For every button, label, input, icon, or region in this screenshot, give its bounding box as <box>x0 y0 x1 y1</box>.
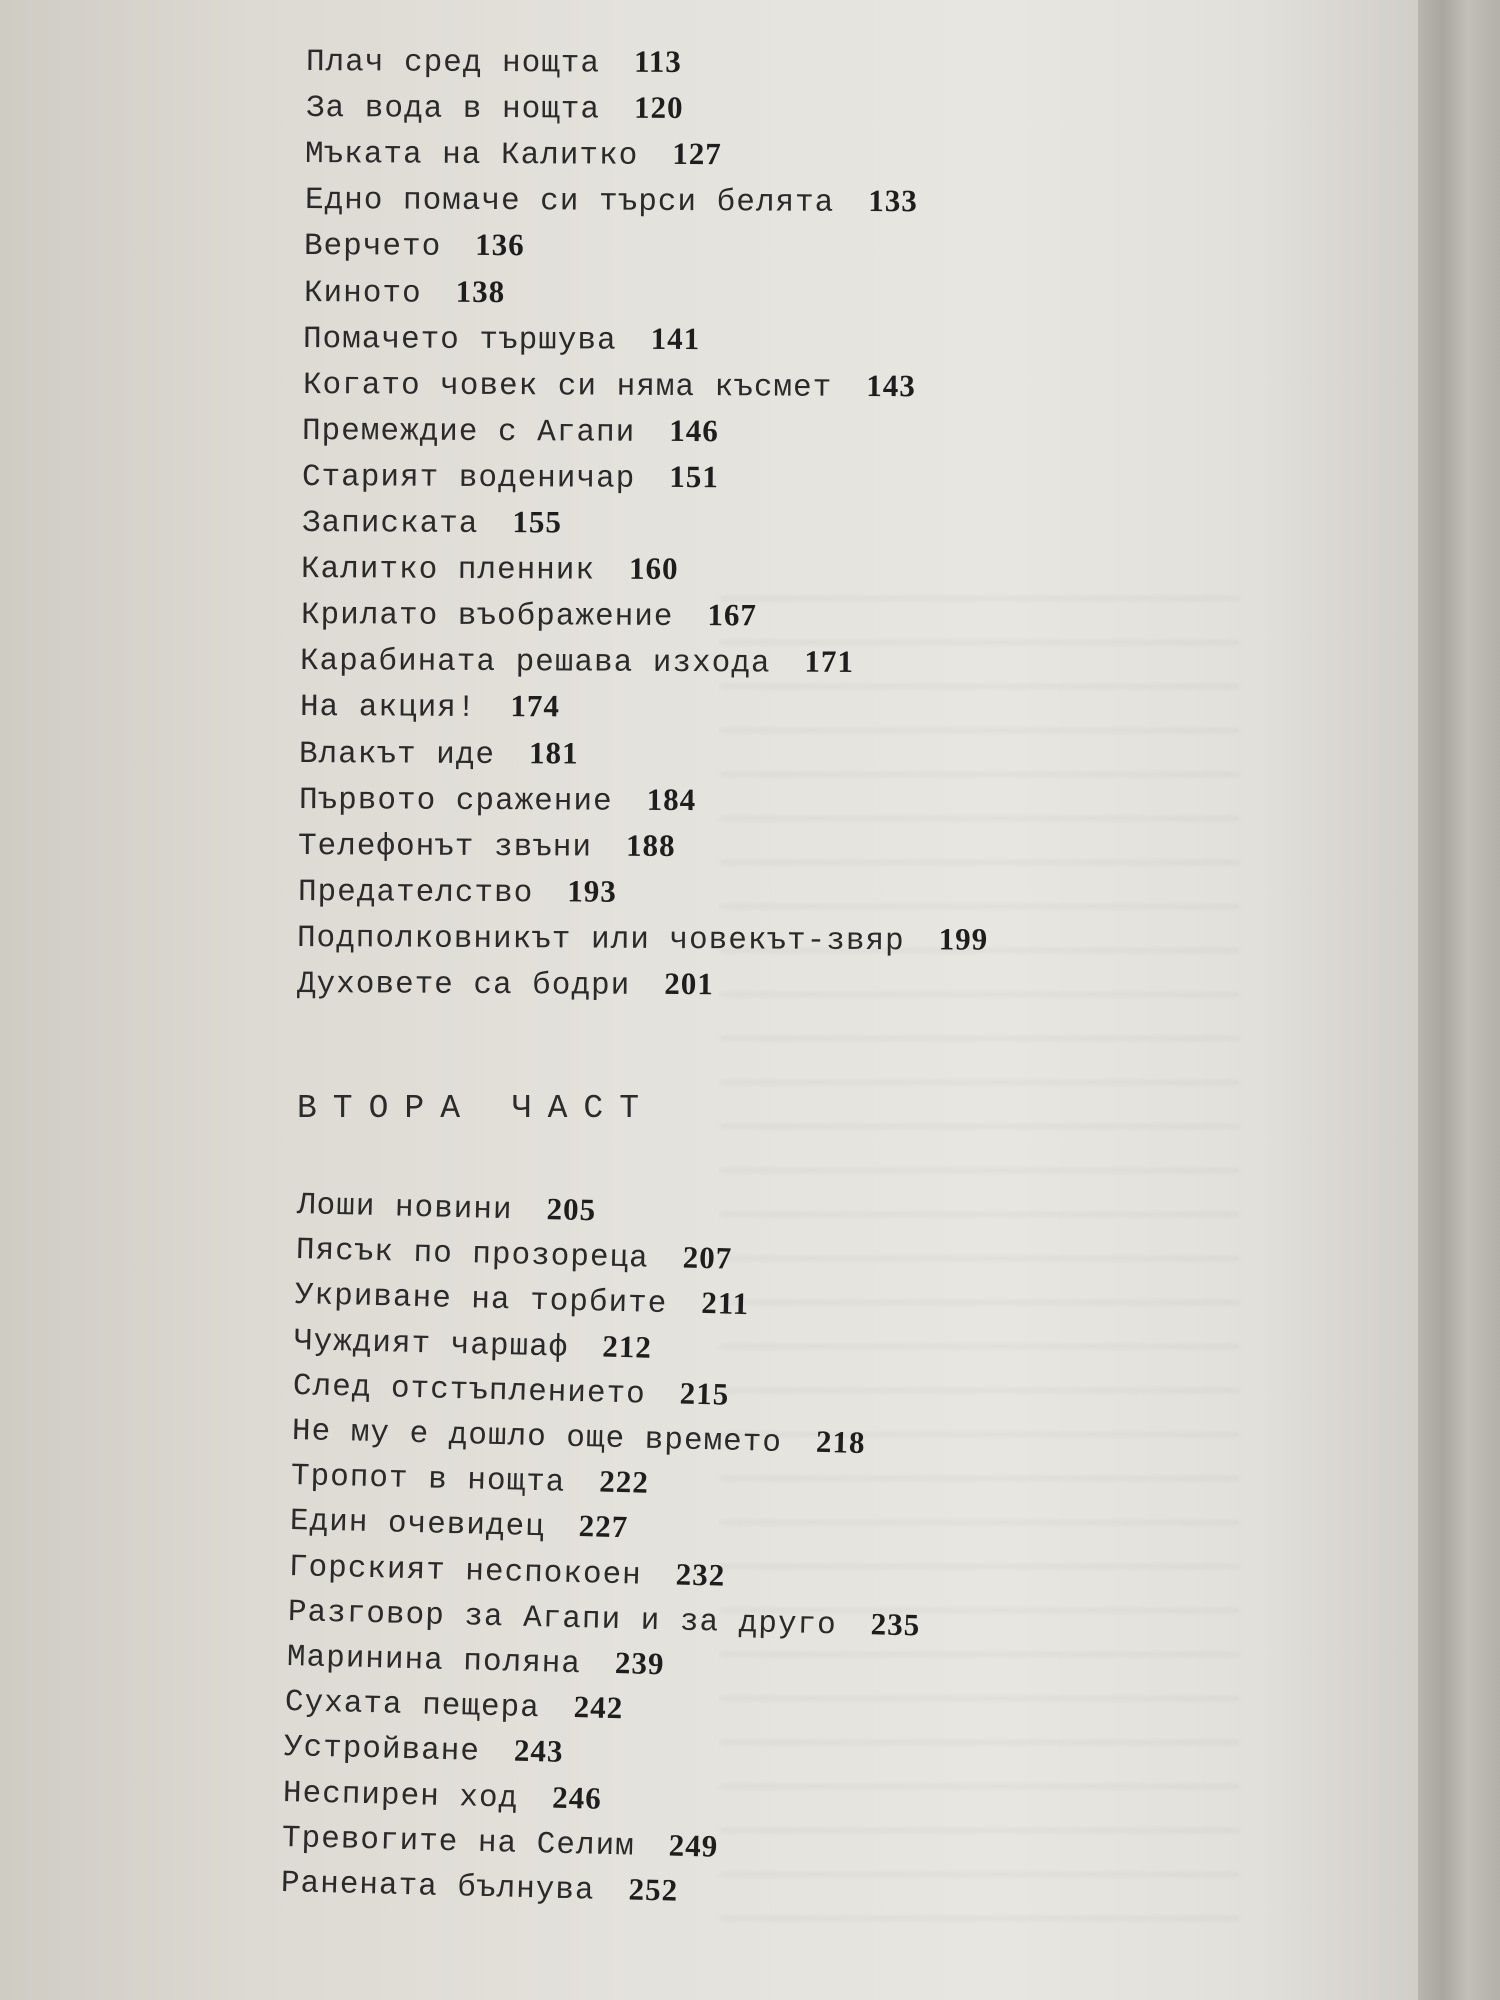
book-spine-edge <box>1418 0 1500 2000</box>
toc-entry-page-number: 249 <box>668 1827 719 1864</box>
toc-entry-title: Предателство <box>297 874 534 912</box>
toc-entry-title: За вода в нощта <box>305 91 600 128</box>
toc-entry <box>288 1547 725 1596</box>
toc-entry <box>286 1637 664 1684</box>
toc-entry-title: Когато човек си няма късмет <box>302 367 833 406</box>
toc-entry-page-number: 160 <box>629 550 679 587</box>
toc-entry-page-number: 113 <box>633 43 682 79</box>
toc-entry <box>300 641 854 682</box>
toc-entry-title: Чуждият чаршаф <box>293 1323 569 1366</box>
toc-entry-page-number: 171 <box>804 643 855 680</box>
toc-entry-title: Верчето <box>304 229 442 266</box>
toc-entry-page-number: 242 <box>573 1689 625 1726</box>
toc-entry-page-number: 127 <box>672 136 722 172</box>
toc-entry-title: Калитко пленник <box>300 552 596 589</box>
toc-entry-title: Маринина поляна <box>286 1640 581 1683</box>
toc-entry <box>299 780 696 820</box>
toc-entry-title: Пясък по прозореца <box>295 1233 650 1277</box>
toc-entry-page-number: 143 <box>866 367 916 403</box>
toc-entry-title: Горският неспокоен <box>288 1549 642 1594</box>
toc-entry <box>293 1321 652 1368</box>
toc-entry <box>305 88 683 128</box>
toc-entry-title: Помачето тършува <box>303 321 618 359</box>
toc-entry-title: Един очевидец <box>289 1504 545 1546</box>
toc-entry-title: Лоши новини <box>296 1188 513 1229</box>
toc-entry-title: Духовете са бодри <box>296 967 631 1004</box>
toc-entry-page-number: 239 <box>614 1645 665 1682</box>
toc-entry-title: Премеждие с Агапи <box>302 413 636 451</box>
toc-entry <box>301 503 561 542</box>
part-two-heading: ВТОРА ЧАСТ <box>297 1090 656 1127</box>
toc-entry-title: Ранената бълнува <box>280 1866 596 1909</box>
toc-entry-title: Не му е дошло още времето <box>291 1414 783 1461</box>
toc-entry-title: На акция! <box>299 690 477 727</box>
toc-entry <box>294 1275 749 1324</box>
toc-entry-title: Устройване <box>283 1730 481 1771</box>
toc-entry <box>285 1682 624 1728</box>
toc-entry <box>295 1230 732 1279</box>
toc-entry-page-number: 133 <box>867 183 918 219</box>
toc-entry-title: Разговор за Агапи и за друго <box>287 1594 837 1644</box>
toc-entry-page-number: 174 <box>510 688 560 724</box>
toc-entry-title: Тропот в нощта <box>290 1459 566 1501</box>
toc-entry <box>304 226 525 265</box>
toc-entry-page-number: 246 <box>552 1779 603 1816</box>
toc-entry-page-number: 138 <box>455 273 505 309</box>
toc-entry <box>305 180 918 221</box>
toc-entry-page-number: 211 <box>700 1285 750 1322</box>
toc-entry <box>301 549 679 589</box>
toc-entry <box>282 1818 719 1867</box>
toc-entry-title: Подполковникът или човекът-звяр <box>297 920 906 960</box>
toc-entry-title: Укриване на торбите <box>294 1278 668 1323</box>
toc-entry <box>292 1366 729 1415</box>
toc-entry <box>304 273 505 312</box>
toc-entry-title: Влакът иде <box>299 736 496 773</box>
toc-entry <box>297 918 988 960</box>
toc-entry-title: Неспирен ход <box>282 1775 519 1817</box>
toc-entry <box>291 1411 865 1463</box>
toc-entry <box>302 457 719 497</box>
toc-entry <box>290 1456 649 1503</box>
toc-entry-page-number: 184 <box>646 781 697 817</box>
toc-entry-title: Мъката на Калитко <box>304 137 639 174</box>
toc-entry-title: Първото сражение <box>298 782 613 820</box>
toc-entry-page-number: 212 <box>601 1328 653 1365</box>
toc-entry-page-number: 201 <box>664 965 714 1002</box>
toc-entry <box>300 595 756 635</box>
toc-entry-page-number: 243 <box>513 1733 565 1770</box>
toc-entry-page-number: 235 <box>869 1606 921 1643</box>
toc-entry <box>281 1863 679 1911</box>
toc-entry-title: Карабината решава изхода <box>300 644 771 682</box>
toc-entry-page-number: 218 <box>815 1423 866 1461</box>
toc-entry <box>303 319 700 359</box>
toc-entry-page-number: 193 <box>567 873 617 909</box>
toc-entry-title: Тревогите на Селим <box>281 1820 636 1865</box>
toc-entry <box>305 134 722 174</box>
toc-entry-page-number: 215 <box>679 1375 730 1412</box>
toc-entry-page-number: 252 <box>628 1871 679 1908</box>
toc-entry-page-number: 205 <box>546 1191 597 1228</box>
toc-entry-page-number: 207 <box>682 1239 733 1276</box>
toc-entry-title: Киното <box>303 275 422 312</box>
toc-entry-title: Записката <box>301 506 479 542</box>
toc-entry <box>297 1185 597 1230</box>
toc-entry <box>287 1592 920 1645</box>
toc-entry-page-number: 151 <box>669 458 719 495</box>
toc-entry-title: Плач сред нощта <box>305 45 601 82</box>
toc-entry-page-number: 155 <box>511 504 562 540</box>
toc-entry-page-number: 146 <box>669 412 720 448</box>
toc-entry-page-number: 227 <box>578 1508 629 1545</box>
toc-entry <box>284 1727 564 1772</box>
toc-entry-page-number: 232 <box>674 1556 726 1593</box>
toc-entry <box>300 687 560 726</box>
toc-entry <box>297 964 714 1004</box>
toc-entry-page-number: 199 <box>939 921 989 957</box>
toc-entry <box>298 826 676 866</box>
toc-entry-page-number: 136 <box>475 227 526 263</box>
toc-entry-page-number: 141 <box>650 320 701 356</box>
toc-entry-title: Сухата пещера <box>284 1685 541 1727</box>
toc-entry-title: Едно помаче си търси белята <box>304 183 835 222</box>
toc-entry <box>303 365 916 406</box>
toc-entry-page-number: 188 <box>626 827 676 863</box>
toc-entry-page-number: 222 <box>598 1463 649 1500</box>
toc-entry <box>283 1773 603 1819</box>
toc-entry <box>289 1501 628 1547</box>
toc-entry-page-number: 120 <box>633 89 684 126</box>
toc-entry <box>302 411 719 451</box>
toc-entry-title: Старият воденичар <box>301 459 636 497</box>
toc-entry-title: След отстъплението <box>292 1368 646 1413</box>
toc-entry-title: Крилато въображение <box>300 598 674 636</box>
toc-entry-page-number: 167 <box>706 597 757 633</box>
toc-entry <box>306 42 682 82</box>
toc-entry <box>299 734 579 773</box>
toc-entry-page-number: 181 <box>529 734 579 770</box>
toc-entry <box>298 872 617 912</box>
toc-entry-title: Телефонът звъни <box>298 828 593 866</box>
